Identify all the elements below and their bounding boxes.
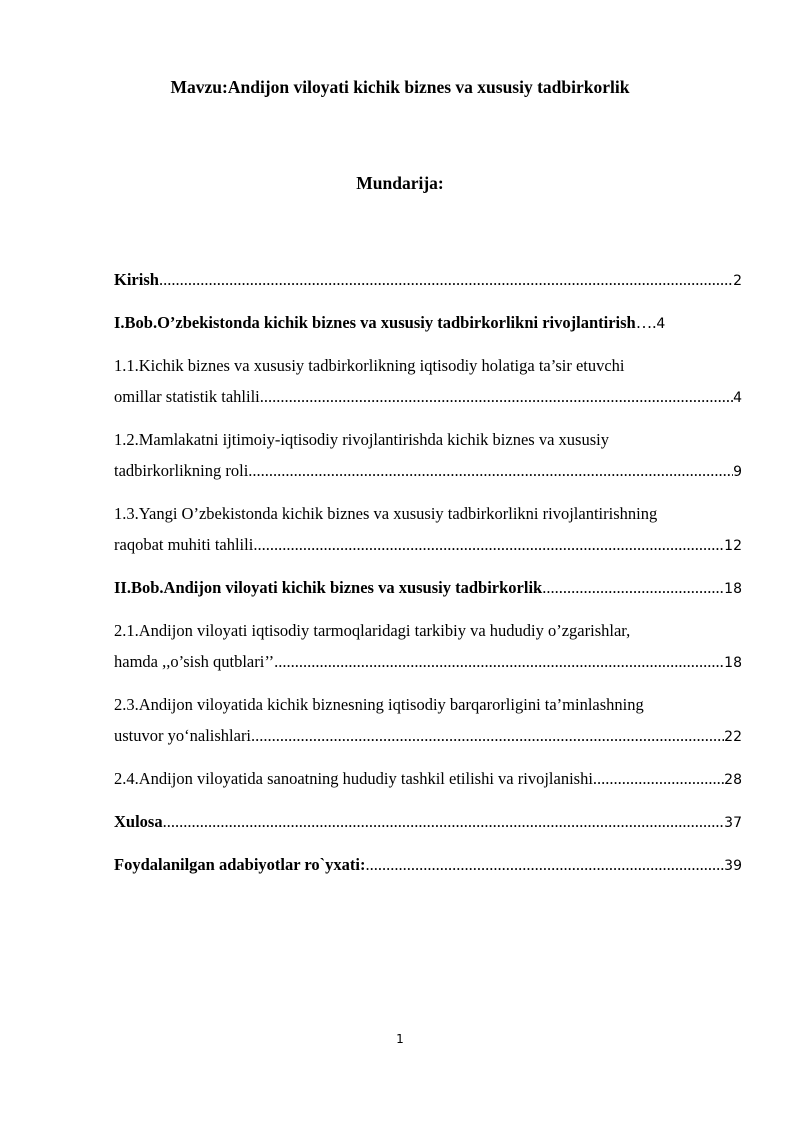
toc-entry-label: I.Bob.O’zbekistonda kichik biznes va xususiy tadbirkorlikni rivojlantirish <box>114 313 636 332</box>
toc-page-number: 28 <box>724 772 742 788</box>
toc-page-number: 2 <box>733 273 742 289</box>
toc-entry-references[interactable] <box>114 849 742 882</box>
toc-entry-label-line2: ustuvor yo‘nalishlari <box>114 726 252 745</box>
toc-entry-label-line1: 1.1.Kichik biznes va xususiy tadbirkorlikning iqtisodiy holatiga ta’sir etuvchi <box>114 356 625 375</box>
toc-entry-section-2-4[interactable] <box>114 763 742 796</box>
dot-leader <box>542 572 724 603</box>
toc-entry-section-2-1[interactable] <box>114 615 742 679</box>
toc-entry-label-line2: tadbirkorlikning roli <box>114 461 249 480</box>
toc-entry-label: Xulosa <box>114 812 163 831</box>
toc-entry-chapter-2[interactable] <box>114 572 742 605</box>
toc-entry-label: II.Bob.Andijon viloyati kichik biznes va xususiy tadbirkorlik <box>114 578 543 597</box>
toc-entry-label-line2: raqobat muhiti tahlili <box>114 535 254 554</box>
toc-entry-section-2-3[interactable] <box>114 689 742 753</box>
toc-page-number: 39 <box>724 858 742 874</box>
toc-page-number: 37 <box>724 815 742 831</box>
toc-entry-label: Kirish <box>114 270 159 289</box>
toc-entry-label: 2.4.Andijon viloyatida sanoatning hududiy tashkil etilishi va rivojlanishi <box>114 769 593 788</box>
toc-entry-label-line2: omillar statistik tahlili <box>114 387 260 406</box>
dot-leader <box>366 849 725 880</box>
toc-entry-kirish[interactable] <box>114 264 742 297</box>
dot-leader <box>163 806 725 837</box>
toc-page-number: 18 <box>724 581 742 597</box>
dot-leader <box>253 529 724 560</box>
page-number: 1 <box>396 1032 404 1046</box>
toc-entry-section-1-2[interactable] <box>114 424 742 488</box>
dot-leader <box>593 763 724 794</box>
table-of-contents <box>114 264 742 892</box>
dot-leader <box>251 720 724 751</box>
toc-entry-label-line1: 1.3.Yangi O’zbekistonda kichik biznes va xususiy tadbirkorlikni rivojlantirishning <box>114 504 658 523</box>
toc-entry-label-line1: 2.3.Andijon viloyatida kichik biznesning iqtisodiy barqarorligini ta’minlashning <box>114 695 644 714</box>
dot-leader <box>248 455 733 486</box>
toc-page-number: 12 <box>724 538 742 554</box>
toc-page-number: 4 <box>733 390 742 406</box>
toc-page-number: 4 <box>656 316 666 332</box>
dot-leader <box>260 381 733 412</box>
document-title: Mavzu:Andijon viloyati kichik biznes va xususiy tadbirkorlik <box>170 77 630 97</box>
dot-leader <box>274 646 724 677</box>
toc-entry-chapter-1[interactable] <box>114 307 742 340</box>
dot-leader <box>159 264 733 295</box>
toc-entry-label-line2: hamda ,,o’sish qutblari’’ <box>114 652 275 671</box>
dot-leader: …. <box>635 313 657 332</box>
toc-entry-label-line1: 2.1.Andijon viloyati iqtisodiy tarmoqlaridagi tarkibiy va hududiy o’zgarishlar, <box>114 621 631 640</box>
toc-entry-label: Foydalanilgan adabiyotlar ro`yxati: <box>114 855 366 874</box>
toc-entry-label-line1: 1.2.Mamlakatni ijtimoiy-iqtisodiy rivojlantirishda kichik biznes va xususiy <box>114 430 609 449</box>
toc-entry-section-1-1[interactable] <box>114 350 742 414</box>
toc-entry-section-1-3[interactable] <box>114 498 742 562</box>
toc-page-number: 9 <box>733 464 742 480</box>
toc-entry-xulosa[interactable] <box>114 806 742 839</box>
toc-page-number: 18 <box>724 655 742 671</box>
toc-heading: Mundarija: <box>356 173 444 193</box>
toc-page-number: 22 <box>724 729 742 745</box>
